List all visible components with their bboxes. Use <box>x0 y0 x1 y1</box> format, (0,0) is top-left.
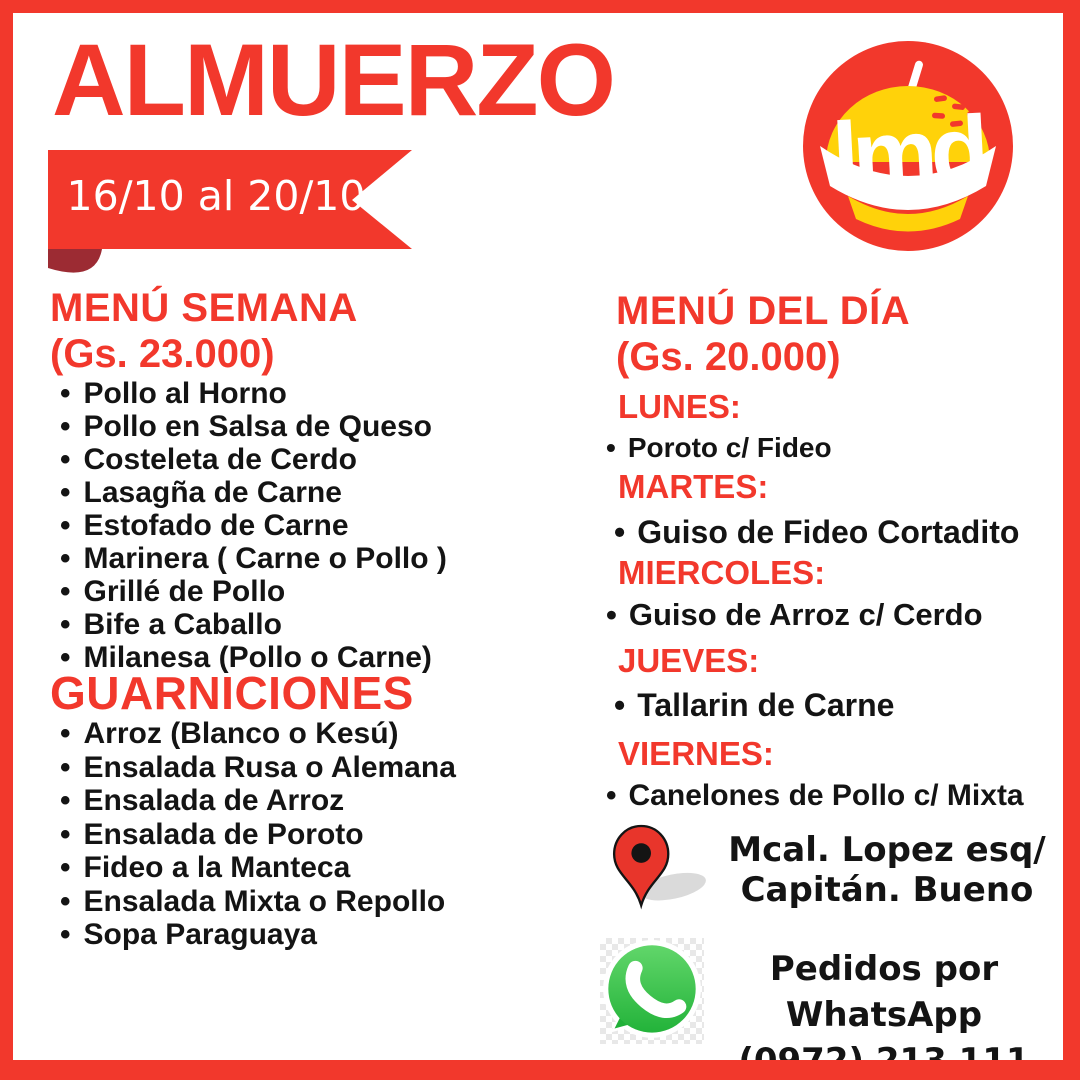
list-item: • Ensalada Mixta o Repollo <box>50 885 610 919</box>
whatsapp-icon <box>600 938 704 1044</box>
day-dish: • Tallarin de Carne <box>614 687 1056 723</box>
guarniciones-list <box>50 717 610 952</box>
list-item: • Bife a Caballo <box>50 608 610 641</box>
list-item: • Costeleta de Cerdo <box>50 443 610 476</box>
list-item: • Ensalada Rusa o Alemana <box>50 751 610 785</box>
day-dish: • Guiso de Fideo Cortadito <box>614 514 1056 550</box>
day-dish: • Canelones de Pollo c/ Mixta <box>606 778 1056 814</box>
list-item: • Pollo en Salsa de Queso <box>50 410 610 443</box>
day-label: LUNES: <box>618 388 741 425</box>
list-item: • Milanesa (Pollo o Carne) <box>50 641 610 674</box>
logo-text: lmd <box>829 96 985 211</box>
day-label: VIERNES: <box>618 735 774 772</box>
whatsapp-block <box>600 938 1060 1080</box>
list-item: • Marinera ( Carne o Pollo ) <box>50 542 610 575</box>
burger-logo-icon <box>798 36 1018 256</box>
location-block <box>602 820 1052 916</box>
guarniciones-title: GUARNICIONES <box>50 667 414 719</box>
whatsapp-icon-checkerboard <box>600 938 704 1044</box>
map-pin-icon <box>602 820 714 916</box>
address <box>722 830 1052 910</box>
date-range-label: 16/10 al 20/10 <box>66 172 366 220</box>
lmd-logo <box>798 36 1018 256</box>
list-item: • Arroz (Blanco o Kesú) <box>50 717 610 751</box>
list-item: • Lasagña de Carne <box>50 476 610 509</box>
list-item: • Ensalada de Arroz <box>50 784 610 818</box>
whatsapp-line2: (0972) 213 111 <box>738 1041 1030 1080</box>
day-label: JUEVES: <box>618 642 760 679</box>
menu-semana-list <box>50 377 610 674</box>
day-dish: • Guiso de Arroz c/ Cerdo <box>606 597 1056 633</box>
list-item: • Sopa Paraguaya <box>50 918 610 952</box>
menu-semana-price: (Gs. 23.000) <box>50 332 275 376</box>
list-item: • Grillé de Pollo <box>50 575 610 608</box>
ribbon-shape <box>46 150 426 290</box>
menu-semana-section <box>50 285 610 952</box>
day-dish: • Poroto c/ Fideo <box>606 430 1056 466</box>
menu-del-dia-price: (Gs. 20.000) <box>616 335 841 379</box>
whatsapp-text <box>708 946 1060 1080</box>
list-item: • Ensalada de Poroto <box>50 818 610 852</box>
menu-semana-title: MENÚ SEMANA <box>50 286 358 330</box>
list-item: • Estofado de Carne <box>50 509 610 542</box>
list-item: • Fideo a la Manteca <box>50 851 610 885</box>
list-item: • Pollo al Horno <box>50 377 610 410</box>
date-ribbon <box>46 150 426 290</box>
page-title: ALMUERZO <box>52 23 614 137</box>
menu-del-dia-section <box>606 288 1056 814</box>
address-line1: Mcal. Lopez esq/ <box>728 830 1046 870</box>
menu-del-dia-title: MENÚ DEL DÍA <box>616 289 911 333</box>
day-label: MARTES: <box>618 468 769 505</box>
day-label: MIERCOLES: <box>618 554 826 591</box>
address-line2: Capitán. Bueno <box>740 870 1034 910</box>
whatsapp-line1: Pedidos por WhatsApp <box>769 949 999 1035</box>
